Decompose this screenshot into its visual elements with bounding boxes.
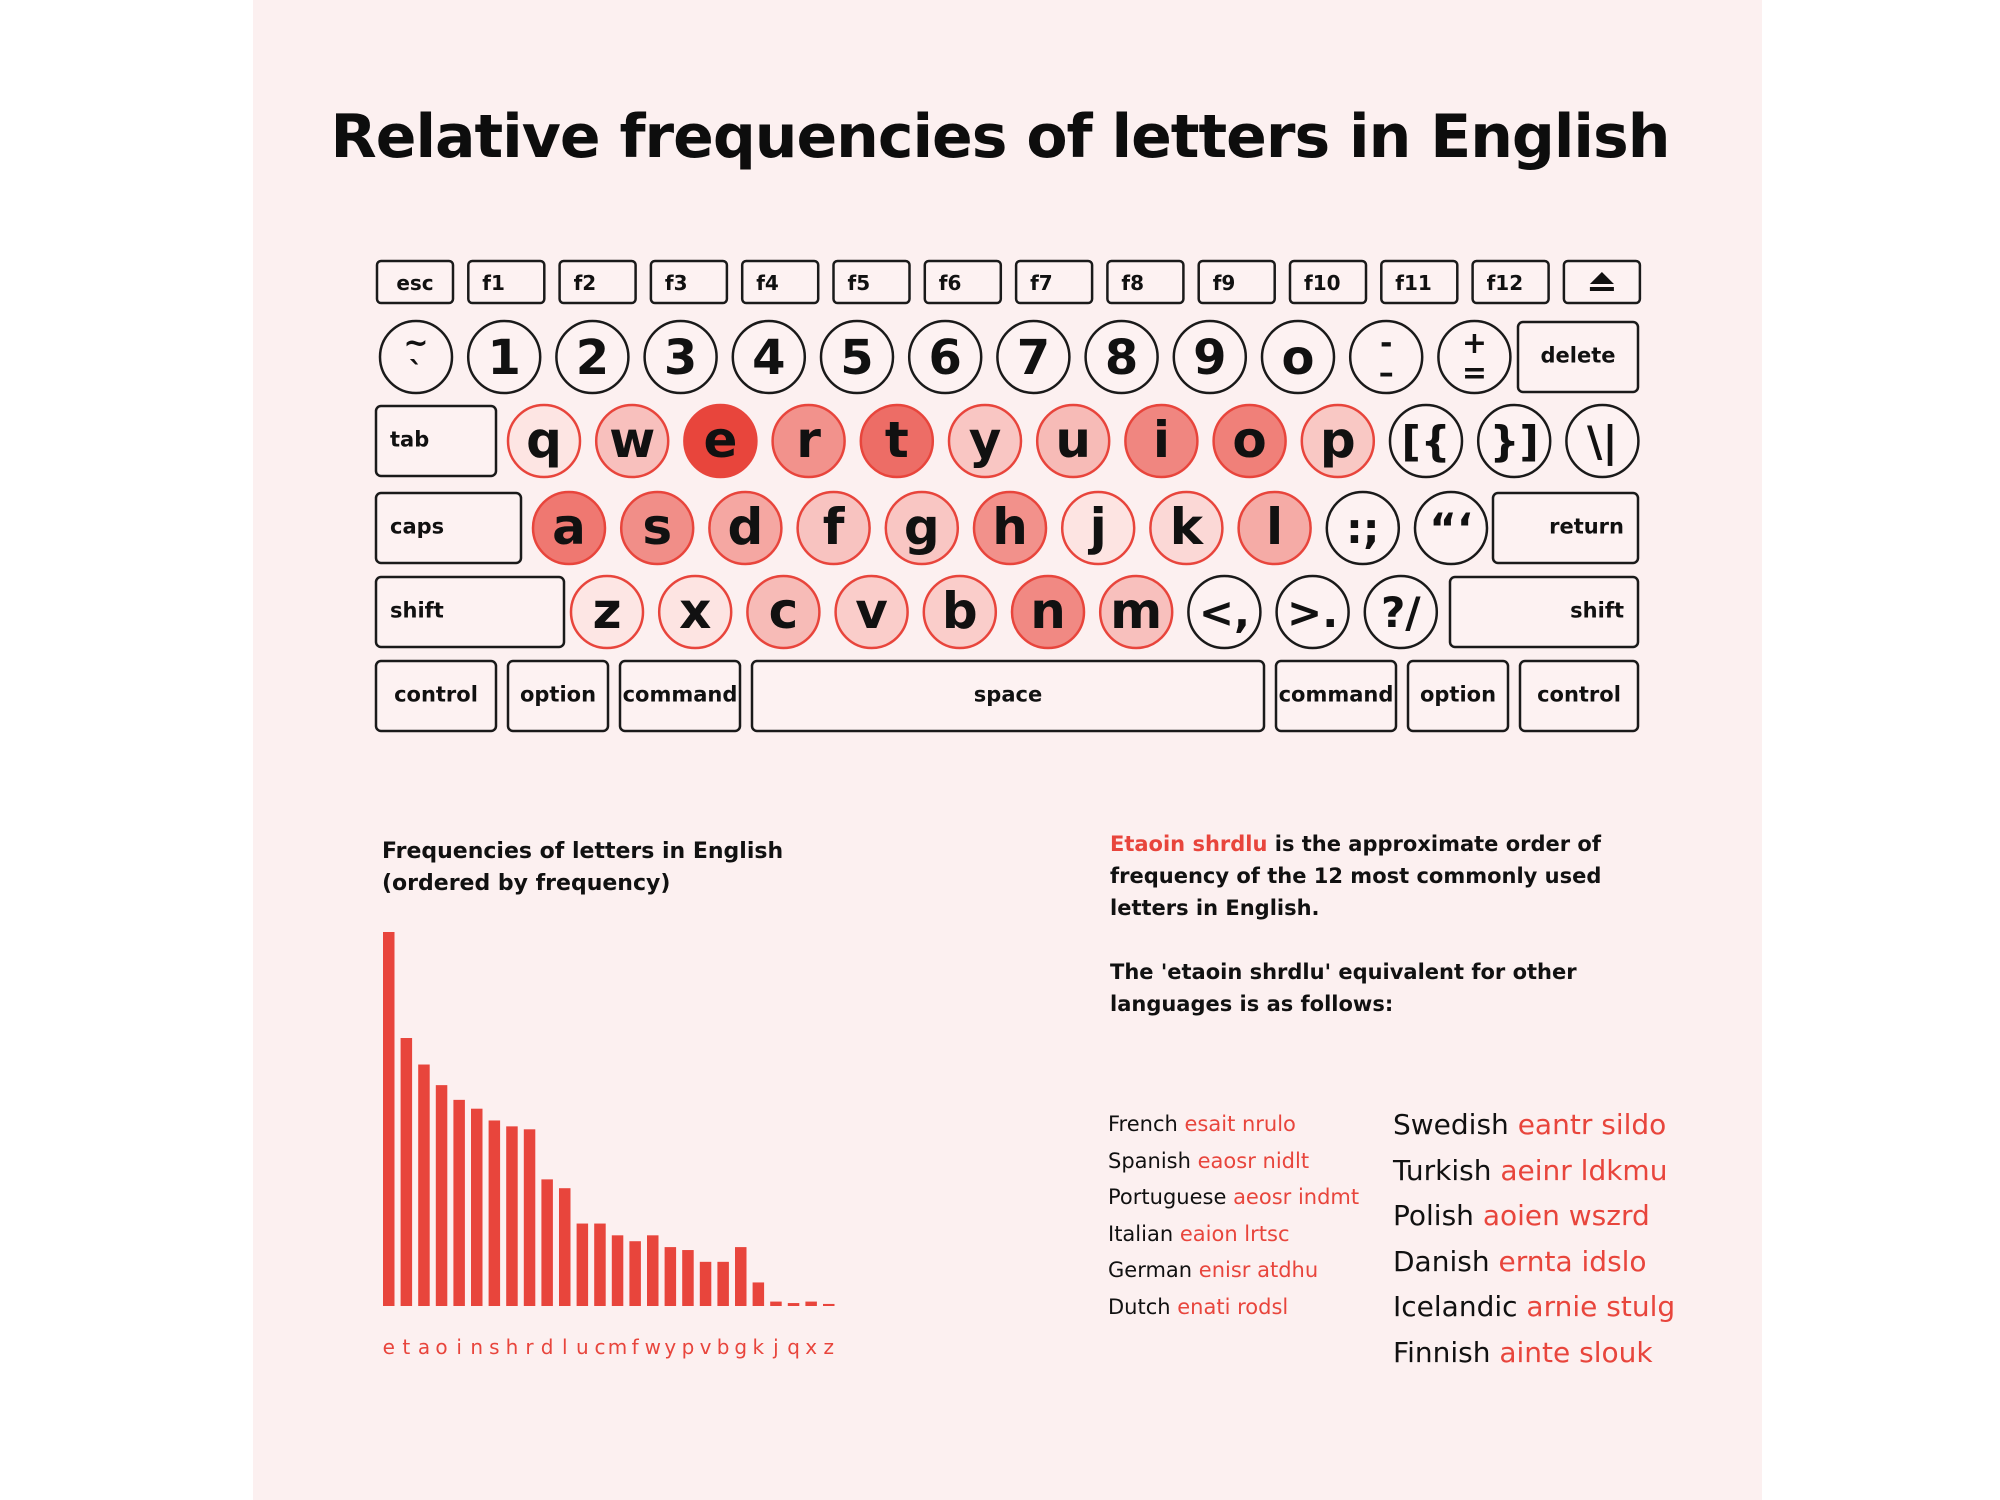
key-bottom-symbol: – <box>1378 356 1394 391</box>
letter-key-label-o: o <box>1232 411 1267 469</box>
bar-a <box>418 1065 430 1306</box>
key-label: f3 <box>664 271 688 295</box>
bar-m <box>612 1235 624 1306</box>
key-top-symbol: + <box>1461 326 1487 361</box>
letter-key-label-p: p <box>1319 411 1356 469</box>
tick-label-a: a <box>417 1335 431 1359</box>
letter-key-label-c: c <box>768 582 799 640</box>
key-label: esc <box>396 271 434 295</box>
tick-label-x: x <box>805 1335 818 1359</box>
language-name: French <box>1108 1112 1178 1136</box>
tick-label-b: b <box>716 1335 730 1359</box>
bar-j <box>770 1302 782 1306</box>
key-symbol: 1 <box>487 330 521 386</box>
bar-e <box>383 932 395 1306</box>
key-label: f2 <box>573 271 597 295</box>
letter-key-label-v: v <box>855 582 888 640</box>
key-label: f9 <box>1212 271 1236 295</box>
bar-l <box>559 1188 571 1306</box>
bar-h <box>506 1126 518 1306</box>
symbol-key-label: ?/ <box>1380 588 1421 637</box>
key-bottom-symbol: = <box>1461 356 1487 391</box>
modifier-key-option-label: option <box>519 682 597 707</box>
tick-label-f: f <box>631 1335 639 1359</box>
tick-label-d: d <box>540 1335 554 1359</box>
tick-label-z: z <box>823 1335 834 1359</box>
language-item <box>1393 1102 1675 1148</box>
letter-key-label-z: z <box>592 582 622 640</box>
caps-key-label: caps <box>390 514 445 539</box>
letter-key-label-x: x <box>679 582 712 640</box>
language-item <box>1108 1143 1359 1180</box>
symbol-key-label: [{ <box>1401 417 1451 466</box>
tick-label-k: k <box>752 1335 765 1359</box>
language-order: eaosr nidlt <box>1197 1148 1310 1173</box>
tick-label-r: r <box>525 1335 534 1359</box>
language-order: aoien wszrd <box>1482 1199 1650 1232</box>
etaoin-highlight: Etaoin shrdlu <box>1110 832 1268 856</box>
language-name: Swedish <box>1393 1108 1509 1141</box>
etaoin-description <box>1110 828 1650 1052</box>
bar-z <box>823 1304 835 1306</box>
language-item <box>1108 1252 1359 1289</box>
tick-label-o: o <box>435 1335 448 1359</box>
language-item <box>1108 1106 1359 1143</box>
key-symbol: 3 <box>663 330 698 386</box>
language-order: enisr atdhu <box>1198 1258 1319 1282</box>
bar-q <box>788 1303 800 1306</box>
letter-key-label-q: q <box>526 411 562 469</box>
key-symbol: 2 <box>575 330 610 386</box>
language-name: Polish <box>1393 1199 1474 1232</box>
modifier-key-command-label: command <box>622 682 738 707</box>
modifier-key-space-label: space <box>973 682 1043 707</box>
key-symbol: o <box>1281 330 1315 386</box>
language-order: esait nrulo <box>1184 1112 1296 1136</box>
language-order: eaion lrtsc <box>1179 1221 1290 1246</box>
letter-key-label-y: y <box>968 411 1002 469</box>
key-top-symbol: - <box>1379 326 1393 361</box>
bar-w <box>647 1235 659 1306</box>
languages-list-small <box>1108 1106 1359 1325</box>
bar-p <box>682 1250 694 1306</box>
tick-label-l: l <box>561 1335 568 1359</box>
language-order: ernta idslo <box>1498 1244 1647 1278</box>
language-name: Icelandic <box>1393 1290 1518 1323</box>
language-item <box>1393 1239 1675 1285</box>
return-key-label: return <box>1549 514 1624 539</box>
tick-label-p: p <box>681 1335 695 1359</box>
symbol-key-label: :; <box>1346 504 1380 553</box>
language-name: Finnish <box>1393 1335 1491 1369</box>
modifier-key-control-label: control <box>1537 682 1621 707</box>
letter-key-label-h: h <box>992 498 1028 556</box>
tick-label-w: w <box>644 1335 661 1359</box>
letter-key-label-l: l <box>1266 498 1284 556</box>
tick-label-c: c <box>594 1335 606 1359</box>
language-item <box>1393 1148 1675 1194</box>
letter-key-label-k: k <box>1169 498 1204 556</box>
bar-x <box>805 1302 817 1306</box>
letter-key-label-j: j <box>1089 498 1107 556</box>
letter-key-label-u: u <box>1055 411 1092 469</box>
key-symbol: 8 <box>1104 330 1139 386</box>
language-name: Turkish <box>1393 1153 1492 1187</box>
bar-d <box>541 1179 553 1306</box>
info-paragraph-2: The 'etaoin shrdlu' equivalent for other languages is as follows: <box>1110 960 1577 1016</box>
language-name: Danish <box>1393 1244 1490 1278</box>
key-symbol: 4 <box>752 330 786 386</box>
language-item <box>1393 1284 1675 1330</box>
bar-v <box>700 1262 712 1306</box>
key-label: f11 <box>1395 271 1432 295</box>
language-order: ainte slouk <box>1499 1335 1653 1369</box>
bar-i <box>453 1100 465 1306</box>
tick-label-j: j <box>773 1335 779 1359</box>
key-symbol: 5 <box>840 330 874 386</box>
letter-key-label-s: s <box>642 498 673 556</box>
language-name: Dutch <box>1108 1294 1171 1319</box>
key-top-symbol: ~ <box>403 326 429 361</box>
language-order: eantr sildo <box>1517 1108 1667 1141</box>
bar-n <box>471 1109 483 1306</box>
tick-label-h: h <box>505 1335 519 1359</box>
bar-t <box>401 1038 413 1306</box>
language-order: aeinr ldkmu <box>1500 1153 1668 1187</box>
language-item <box>1393 1193 1675 1239</box>
languages-list-large <box>1393 1102 1675 1375</box>
bar-y <box>665 1247 677 1306</box>
key-label: f12 <box>1486 271 1524 295</box>
key-label: f10 <box>1304 271 1341 295</box>
info-text-1: is the approximate order of frequency of the 12 most commonly used letters in English. <box>1110 832 1602 920</box>
language-order: aeosr indmt <box>1233 1185 1360 1209</box>
key-symbol: 9 <box>1193 330 1227 386</box>
bar-b <box>717 1262 729 1306</box>
tick-label-n: n <box>470 1335 484 1359</box>
language-item <box>1108 1216 1359 1253</box>
tick-label-s: s <box>489 1335 500 1359</box>
letter-key-label-g: g <box>903 498 940 556</box>
key-label: f1 <box>482 271 505 295</box>
language-name: Spanish <box>1108 1148 1191 1173</box>
letter-key-label-d: d <box>727 498 764 556</box>
key-label: f6 <box>938 271 962 295</box>
page-title: Relative frequencies of letters in English <box>330 102 1670 172</box>
tab-key-label: tab <box>390 427 430 452</box>
modifier-key-option-label: option <box>1419 682 1497 707</box>
tick-label-q: q <box>787 1335 800 1359</box>
info-paragraph-1 <box>1110 828 1650 924</box>
symbol-key-label: “‘ <box>1429 504 1473 553</box>
letter-key-label-m: m <box>1110 582 1163 640</box>
tick-label-g: g <box>734 1335 748 1359</box>
tick-label-m: m <box>607 1335 628 1359</box>
language-order: arnie stulg <box>1526 1290 1676 1323</box>
delete-key-label: delete <box>1540 343 1616 368</box>
letter-key-label-r: r <box>796 411 821 469</box>
bar-r <box>524 1129 536 1306</box>
bar-k <box>753 1282 765 1306</box>
symbol-key-label: >. <box>1287 588 1339 637</box>
bar-s <box>489 1120 501 1306</box>
key-label: f8 <box>1121 271 1145 295</box>
shift-right-key-label: shift <box>1570 598 1624 623</box>
tick-label-t: t <box>402 1335 411 1359</box>
language-name: Portuguese <box>1108 1185 1227 1209</box>
bar-c <box>594 1224 606 1306</box>
language-name: German <box>1108 1258 1193 1282</box>
language-name: Italian <box>1108 1221 1174 1246</box>
key-symbol: 6 <box>928 330 962 386</box>
letter-key-label-n: n <box>1030 582 1066 640</box>
symbol-key-label: <, <box>1198 588 1250 637</box>
chart-title-line-1: Frequencies of letters in English <box>382 839 784 864</box>
letter-key-label-w: w <box>609 411 656 469</box>
bar-g <box>735 1247 747 1306</box>
language-order: enati rodsl <box>1177 1294 1289 1319</box>
tick-label-y: y <box>664 1335 677 1359</box>
bar-o <box>436 1085 448 1306</box>
language-item <box>1108 1289 1359 1326</box>
modifier-key-control-label: control <box>394 682 478 707</box>
modifier-key-command-label: command <box>1278 682 1394 707</box>
symbol-key-label: \| <box>1587 417 1618 466</box>
key-label: f7 <box>1030 271 1053 295</box>
tick-label-e: e <box>382 1335 395 1359</box>
letter-key-label-e: e <box>703 411 738 469</box>
chart-title-line-2: (ordered by frequency) <box>382 871 671 896</box>
key-label: f5 <box>847 271 871 295</box>
key-symbol: 7 <box>1016 330 1051 386</box>
letter-key-label-b: b <box>941 582 978 640</box>
bar-f <box>629 1241 641 1306</box>
key-bottom-symbol: ` <box>408 356 424 391</box>
symbol-key-label: }] <box>1489 417 1539 466</box>
tick-label-v: v <box>699 1335 712 1359</box>
key-label: f4 <box>756 271 779 295</box>
letter-key-label-t: t <box>884 411 909 469</box>
letter-key-label-a: a <box>552 498 586 556</box>
bar-u <box>577 1224 589 1306</box>
tick-label-u: u <box>576 1335 589 1359</box>
tick-label-i: i <box>456 1335 462 1359</box>
shift-left-key-label: shift <box>390 598 444 623</box>
letter-key-label-i: i <box>1152 411 1170 469</box>
letter-key-label-f: f <box>822 498 845 556</box>
language-item <box>1108 1179 1359 1216</box>
language-item <box>1393 1330 1675 1376</box>
